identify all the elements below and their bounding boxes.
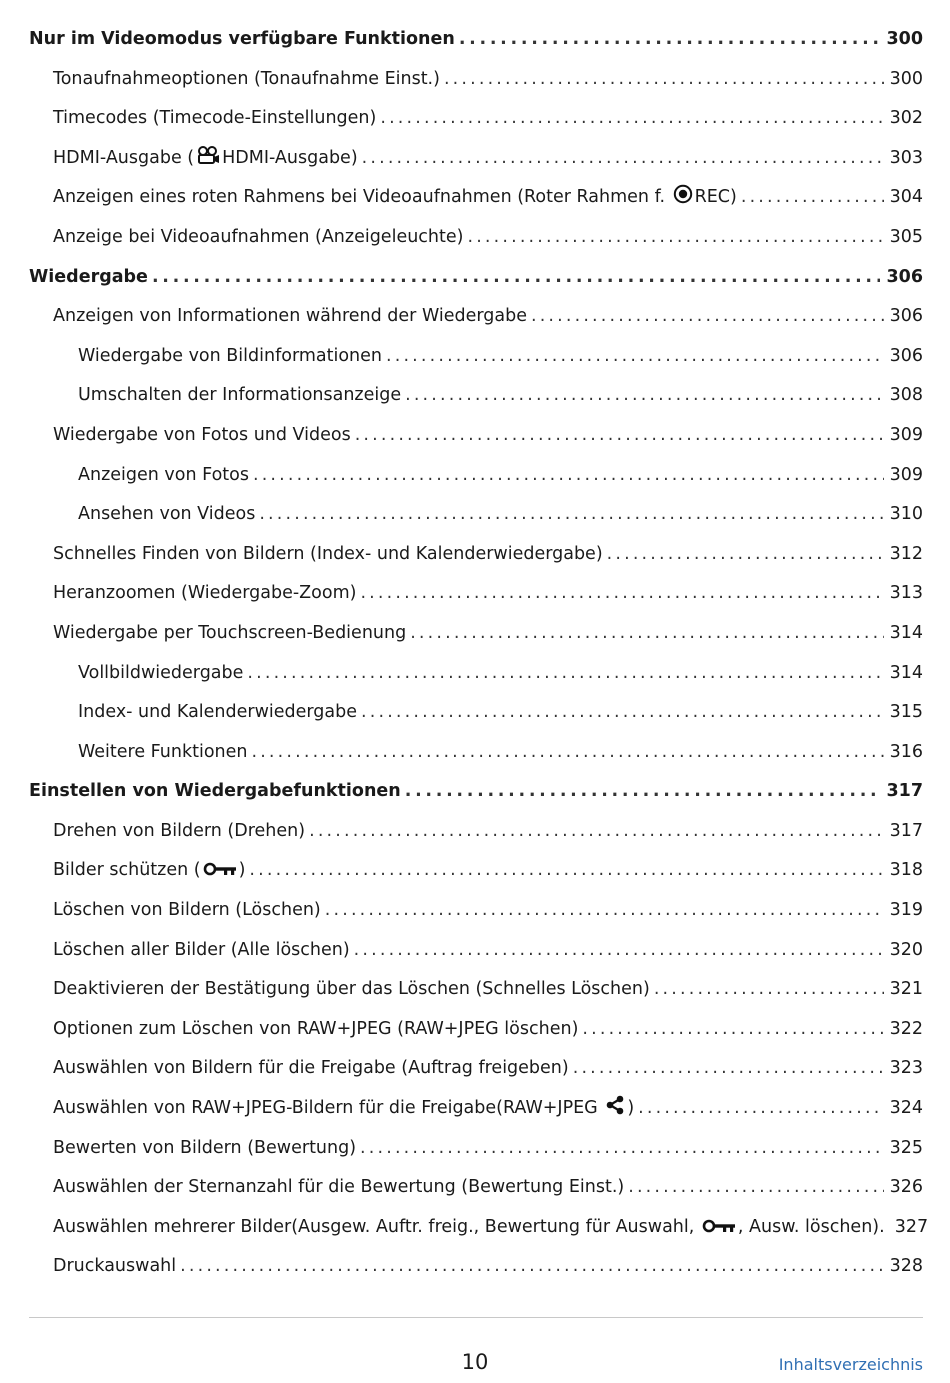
toc-entry[interactable] [29, 1129, 923, 1169]
toc-entry[interactable] [29, 60, 923, 100]
toc-entry-title: Wiedergabe [29, 266, 148, 287]
toc-entry[interactable] [29, 495, 923, 535]
toc-entry-title: Index- und Kalenderwiedergabe [78, 702, 358, 723]
toc-entry[interactable] [29, 970, 923, 1010]
toc-entry[interactable] [29, 693, 923, 733]
dot-leader [152, 258, 881, 298]
toc-entry-title [53, 1208, 885, 1250]
toc-page-number: 318 [889, 860, 923, 881]
toc-entry-title-part: Auswählen von RAW+JPEG-Bildern für die Freigabe(RAW+JPEG [53, 1098, 604, 1119]
dot-leader [354, 931, 884, 971]
toc-page-number: 308 [889, 385, 923, 406]
toc-page-number: 316 [889, 741, 923, 762]
toc-section-heading[interactable] [29, 772, 923, 812]
dot-leader [253, 456, 884, 496]
toc-entry-title: Nur im Videomodus verfügbare Funktionen [29, 29, 455, 49]
toc-entry[interactable] [29, 337, 923, 377]
dot-leader [582, 1010, 883, 1050]
movie-camera-icon [196, 141, 220, 181]
toc-page-number: 324 [889, 1098, 923, 1119]
toc-entry-title: Deaktivieren der Bestätigung über das Löschen (Schnelles Löschen) [53, 979, 650, 1000]
toc-page-number: 306 [886, 266, 923, 287]
toc-entry-title: Auswählen der Sternanzahl für die Bewertung (Bewertung Einst.) [53, 1177, 625, 1198]
toc-entry[interactable] [29, 1247, 923, 1287]
toc-page-number: 314 [889, 622, 923, 643]
toc-entry-title: Anzeigen von Fotos [78, 464, 249, 485]
toc-entry[interactable] [29, 376, 923, 416]
toc-page-number: 327 [894, 1216, 929, 1237]
toc-entry-title: Druckauswahl [53, 1256, 177, 1277]
toc-entry-title-part: , Ausw. löschen). [737, 1216, 885, 1237]
toc-page-number: 306 [889, 306, 923, 327]
footer-divider [29, 1317, 923, 1318]
table-of-contents [29, 20, 929, 1287]
toc-entry-title: Vollbildwiedergabe [78, 662, 244, 683]
toc-entry-title-part: Bilder schützen ( [53, 860, 201, 881]
toc-page-number: 305 [889, 226, 923, 247]
toc-entry[interactable] [29, 218, 923, 258]
dot-leader [459, 20, 881, 60]
toc-entry[interactable] [29, 99, 923, 139]
key-icon [702, 1210, 736, 1250]
toc-page-number: 302 [889, 108, 923, 129]
toc-entry-title: Ansehen von Videos [78, 504, 256, 525]
toc-entry-title: Anzeigen von Informationen während der Wiedergabe [53, 306, 527, 327]
toc-entry[interactable] [29, 178, 923, 218]
toc-entry-title: Löschen aller Bilder (Alle löschen) [53, 939, 350, 960]
toc-entry[interactable] [29, 1168, 923, 1208]
toc-page-number: 312 [889, 543, 923, 564]
toc-entry-title-part: HDMI-Ausgabe) [222, 147, 358, 168]
dot-leader [361, 693, 884, 733]
toc-entry[interactable] [29, 812, 923, 852]
toc-entry[interactable] [29, 139, 923, 179]
toc-entry[interactable] [29, 851, 923, 891]
dot-leader [467, 218, 883, 258]
dot-leader [362, 139, 884, 179]
toc-entry-title-part: REC) [694, 187, 737, 208]
toc-entry-title: Wiedergabe von Bildinformationen [78, 345, 382, 366]
toc-entry-title: Auswählen von Bildern für die Freigabe (Auftrag freigeben) [53, 1058, 569, 1079]
toc-entry-title: Drehen von Bildern (Drehen) [53, 820, 306, 841]
toc-entry[interactable] [29, 456, 923, 496]
toc-page-number: 310 [889, 504, 923, 525]
toc-entry-title [53, 1089, 634, 1131]
toc-entry-title: Weitere Funktionen [78, 741, 248, 762]
dot-leader [607, 535, 884, 575]
dot-leader [654, 970, 884, 1010]
toc-entry-title: Wiedergabe per Touchscreen-Bedienung [53, 622, 407, 643]
toc-section-heading[interactable] [29, 20, 923, 60]
toc-page-number: 317 [889, 820, 923, 841]
dot-leader [573, 1049, 884, 1089]
toc-entry-title: Wiedergabe von Fotos und Videos [53, 424, 351, 445]
toc-entry[interactable] [29, 1089, 923, 1129]
toc-entry[interactable] [29, 614, 923, 654]
toc-entry[interactable] [29, 891, 923, 931]
toc-page-number: 322 [889, 1018, 923, 1039]
toc-entry[interactable] [29, 1010, 923, 1050]
toc-entry-title: Optionen zum Löschen von RAW+JPEG (RAW+JPEG löschen) [53, 1018, 579, 1039]
record-icon [673, 180, 693, 220]
dot-leader [259, 495, 883, 535]
toc-link[interactable]: Inhaltsverzeichnis [778, 1355, 923, 1374]
toc-entry[interactable] [29, 574, 923, 614]
toc-page-number: 326 [889, 1177, 923, 1198]
dot-leader [386, 337, 884, 377]
toc-entry-title-part: ) [627, 1098, 635, 1119]
toc-page-number: 328 [889, 1256, 923, 1277]
dot-leader [405, 772, 881, 812]
dot-leader [360, 574, 883, 614]
toc-section-heading[interactable] [29, 258, 923, 298]
toc-page-number: 317 [886, 781, 923, 802]
toc-entry-title: Schnelles Finden von Bildern (Index- und Kalenderwiedergabe) [53, 543, 603, 564]
dot-leader [251, 733, 883, 773]
toc-page-number: 313 [889, 583, 923, 604]
toc-page-number: 309 [889, 464, 923, 485]
share-icon [605, 1091, 625, 1131]
dot-leader [325, 891, 884, 931]
toc-entry[interactable] [29, 416, 923, 456]
toc-entry[interactable] [29, 1208, 929, 1248]
dot-leader [531, 297, 884, 337]
key-icon [203, 853, 237, 893]
toc-entry[interactable] [29, 1049, 923, 1089]
toc-page-number: 323 [889, 1058, 923, 1079]
toc-entry[interactable] [29, 654, 923, 694]
dot-leader [444, 60, 884, 100]
toc-entry-title: Heranzoomen (Wiedergabe-Zoom) [53, 583, 357, 604]
dot-leader [405, 376, 883, 416]
toc-page-number: 320 [889, 939, 923, 960]
toc-page-number: 314 [889, 662, 923, 683]
toc-page-number: 325 [889, 1137, 923, 1158]
toc-entry[interactable] [29, 931, 923, 971]
dot-leader [638, 1089, 883, 1129]
toc-entry-title [53, 851, 245, 893]
dot-leader [355, 416, 884, 456]
toc-entry[interactable] [29, 535, 923, 575]
toc-page-number: 300 [886, 29, 923, 49]
toc-page-number: 319 [889, 900, 923, 921]
toc-entry-title-part: Auswählen mehrerer Bilder(Ausgew. Auftr. freig., Bewertung für Auswahl, [53, 1216, 700, 1237]
dot-leader [380, 99, 883, 139]
toc-entry[interactable] [29, 297, 923, 337]
toc-entry-title-part: Anzeigen eines roten Rahmens bei Videoaufnahmen (Roter Rahmen f. [53, 187, 671, 208]
dot-leader [360, 1129, 884, 1169]
dot-leader [247, 654, 883, 694]
toc-page-number: 315 [889, 702, 923, 723]
toc-entry-title-part: ) [238, 860, 246, 881]
toc-entry-title [53, 178, 737, 220]
toc-page-number: 306 [889, 345, 923, 366]
toc-entry-title: Bewerten von Bildern (Bewertung) [53, 1137, 357, 1158]
toc-page-number: 304 [889, 187, 923, 208]
dot-leader [309, 812, 884, 852]
toc-page-number: 303 [889, 147, 923, 168]
toc-entry-title [53, 139, 358, 181]
toc-page-number: 309 [889, 424, 923, 445]
dot-leader [180, 1247, 883, 1287]
toc-entry-title: Umschalten der Informationsanzeige [78, 385, 402, 406]
dot-leader [741, 178, 884, 218]
dot-leader [249, 851, 883, 891]
toc-entry-title: Timecodes (Timecode-Einstellungen) [53, 108, 377, 129]
dot-leader [410, 614, 883, 654]
toc-page-number: 300 [889, 68, 923, 89]
page-number: 10 [461, 1350, 489, 1374]
toc-entry-title: Tonaufnahmeoptionen (Tonaufnahme Einst.) [53, 68, 440, 89]
toc-entry-title: Einstellen von Wiedergabefunktionen [29, 781, 401, 802]
dot-leader [628, 1168, 883, 1208]
toc-entry-title: Anzeige bei Videoaufnahmen (Anzeigeleuchte) [53, 226, 464, 247]
toc-entry[interactable] [29, 733, 923, 773]
toc-entry-title-part: HDMI-Ausgabe ( [53, 147, 195, 168]
toc-entry-title: Löschen von Bildern (Löschen) [53, 900, 321, 921]
toc-page-number: 321 [889, 979, 923, 1000]
